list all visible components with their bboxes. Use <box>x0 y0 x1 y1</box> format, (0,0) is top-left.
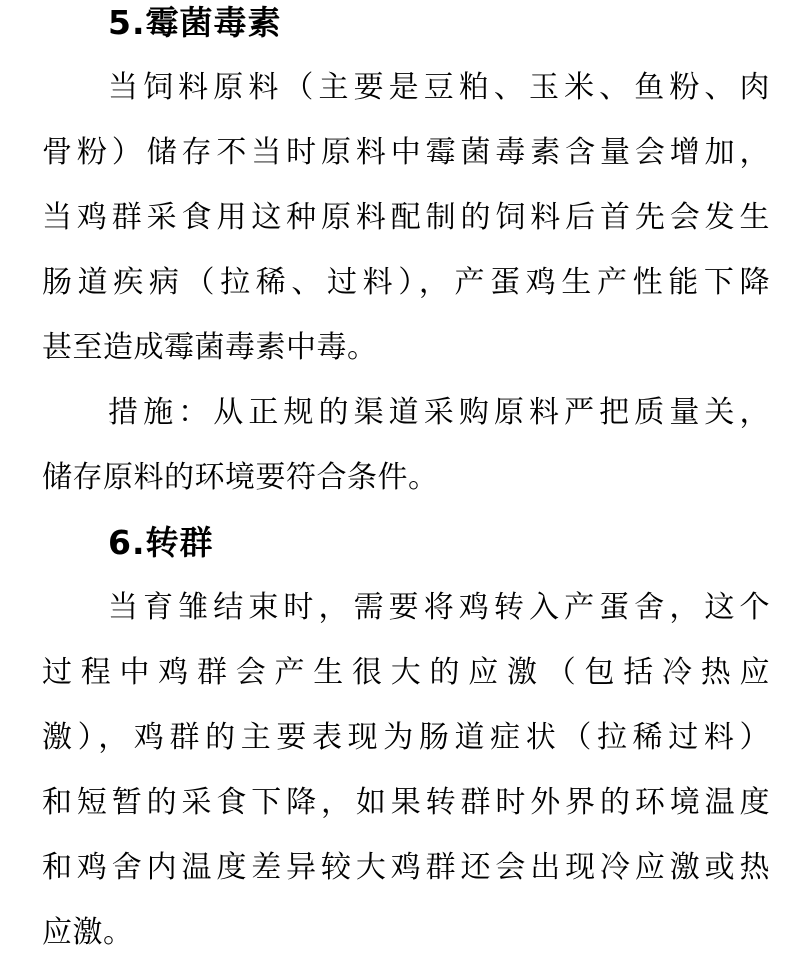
section-heading-mycotoxins: 5.霉菌毒素 <box>108 3 282 42</box>
paragraph-line: 激），鸡群的主要表现为肠道症状（拉稀过料） <box>42 720 770 755</box>
paragraph-line: 储存原料的环境要符合条件。 <box>42 460 439 495</box>
section-heading-flock-transfer: 6.转群 <box>108 523 214 562</box>
paragraph-line: 和短暂的采食下降，如果转群时外界的环境温度 <box>42 785 770 820</box>
paragraph-line: 应激。 <box>42 915 134 950</box>
paragraph-line: 当饲料原料（主要是豆粕、玉米、鱼粉、肉 <box>108 70 770 105</box>
paragraph-line: 肠道疾病（拉稀、过料），产蛋鸡生产性能下降 <box>42 265 770 300</box>
paragraph-line: 过程中鸡群会产生很大的应激（包括冷热应 <box>42 655 770 690</box>
paragraph-line: 和鸡舍内温度差异较大鸡群还会出现冷应激或热 <box>42 850 770 885</box>
paragraph-line: 骨粉）储存不当时原料中霉菌毒素含量会增加， <box>42 135 770 170</box>
paragraph-line: 甚至造成霉菌毒素中毒。 <box>42 330 378 365</box>
paragraph-line: 当育雏结束时，需要将鸡转入产蛋舍，这个 <box>108 590 770 625</box>
paragraph-line-measures: 措施：从正规的渠道采购原料严把质量关， <box>108 395 770 430</box>
paragraph-line: 当鸡群采食用这种原料配制的饲料后首先会发生 <box>42 200 770 235</box>
